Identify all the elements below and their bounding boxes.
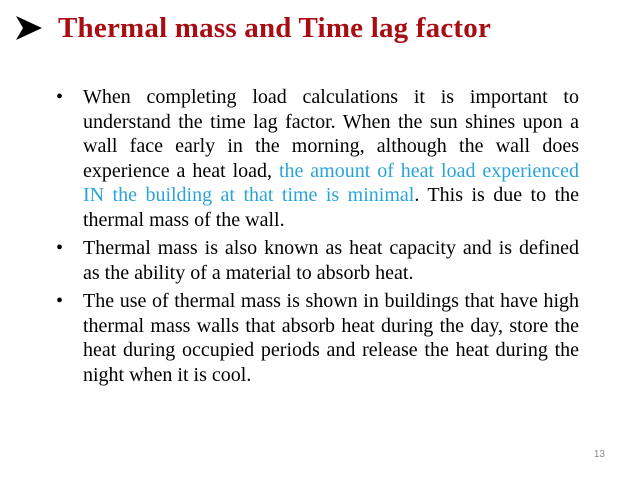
bullet-text: The use of thermal mass is shown in buildings that have high thermal mass walls that absorb heat during the day, store the heat during occupied periods and release the heat during the night when it is cool. xyxy=(83,290,579,386)
bullet-dot: • xyxy=(56,290,64,312)
bullet-text: When completing load calculations it is important to understand the time lag factor. When the sun shines upon a wall face early in the morning, although the wall does experience a heat load, xyxy=(83,86,579,182)
bullet-list xyxy=(56,85,579,391)
bullet-dot: • xyxy=(56,86,64,108)
bullet-dot: • xyxy=(56,237,64,259)
slide-title: Thermal mass and Time lag factor xyxy=(58,11,492,44)
highlighted-text: the amount of heat load experienced IN the building at that time is minimal xyxy=(83,159,579,206)
bullet-item xyxy=(56,289,579,387)
arrowhead-bullet-icon xyxy=(14,13,44,43)
bullet-item xyxy=(56,85,579,232)
bullet-text: . This is due to the thermal mass of the wall. xyxy=(83,184,579,231)
bullet-item xyxy=(56,236,579,285)
bullet-text: Thermal mass is also known as heat capacity and is defined as the ability of a material to absorb heat. xyxy=(83,237,579,284)
slide-title-row xyxy=(14,8,491,48)
page-number: 13 xyxy=(593,449,605,460)
